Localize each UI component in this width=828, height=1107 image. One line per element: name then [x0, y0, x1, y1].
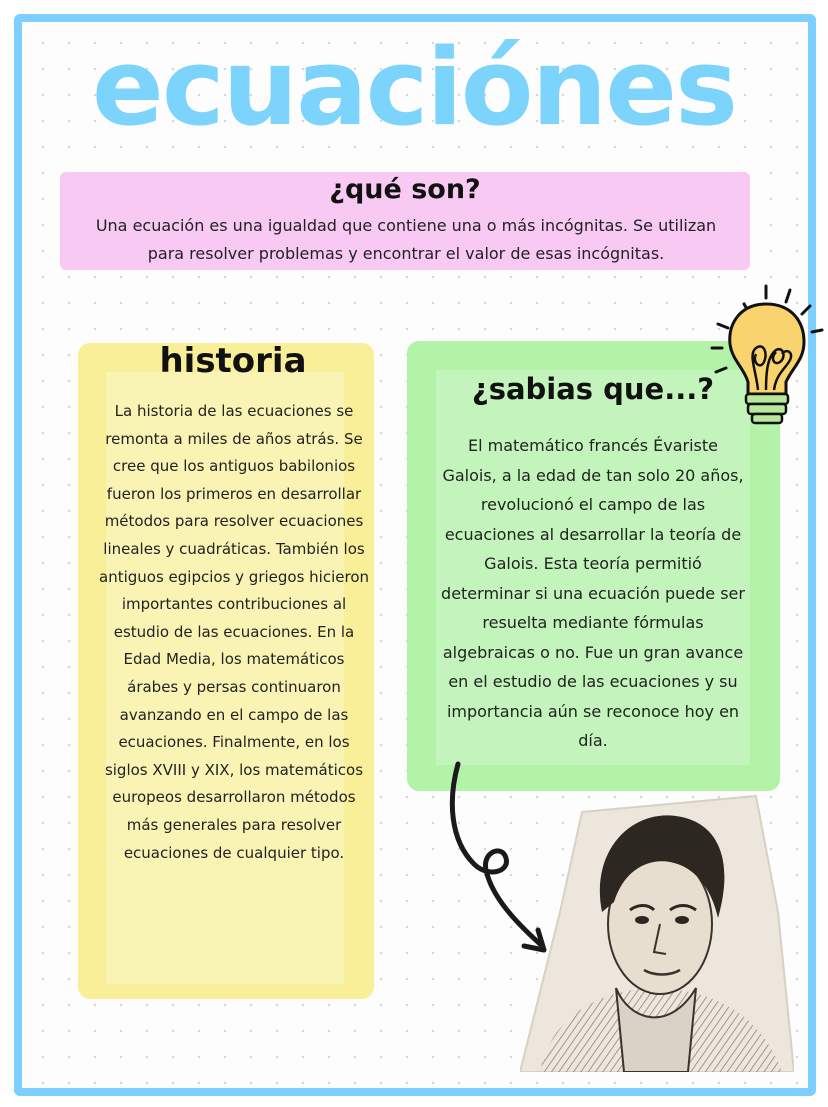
historia-heading: historia: [159, 341, 307, 381]
que-son-text: Una ecuación es una igualdad que contiene una o más incógnitas. Se utilizan para resolver problemas y encontrar el valor de esas incógnitas.: [95, 216, 717, 263]
que-son-heading: ¿qué son?: [329, 174, 481, 205]
sabias-que-text: El matemático francés Évariste Galois, a la edad de tan solo 20 años, revolucionó el campo de las ecuaciones al desarrollar la teoría de Galois. Esta teoría permitió determinar si una ecuación puede ser resuelta mediante fórmulas algebraicas o no. Fue un gran avance en el estudio de las ecuaciones y su importancia aún se reconoce hoy en día.: [441, 436, 745, 750]
galois-portrait: [520, 792, 794, 1072]
historia-text: La historia de las ecuaciones se remonta a miles de años atrás. Se cree que los antiguos babilonios fueron los primeros en desarrollar métodos para resolver ecuaciones lineales y cuadráticas. También los antiguos egipcios y griegos hicieron importantes contribuciones al estudio de las ecuaciones. En la Edad Media, los matemáticos árabes y persas continuaron avanzando en el campo de las ecuaciones. Finalmente, en los siglos XVIII y XIX, los matemáticos europeos desarrollaron métodos más generales para resolver ecuaciones de cualquier tipo.: [99, 402, 369, 862]
sabias-que-heading: ¿sabias que...?: [471, 372, 715, 406]
lightbulb-icon: [706, 282, 828, 432]
page-title: ecuaciónes: [91, 26, 737, 149]
